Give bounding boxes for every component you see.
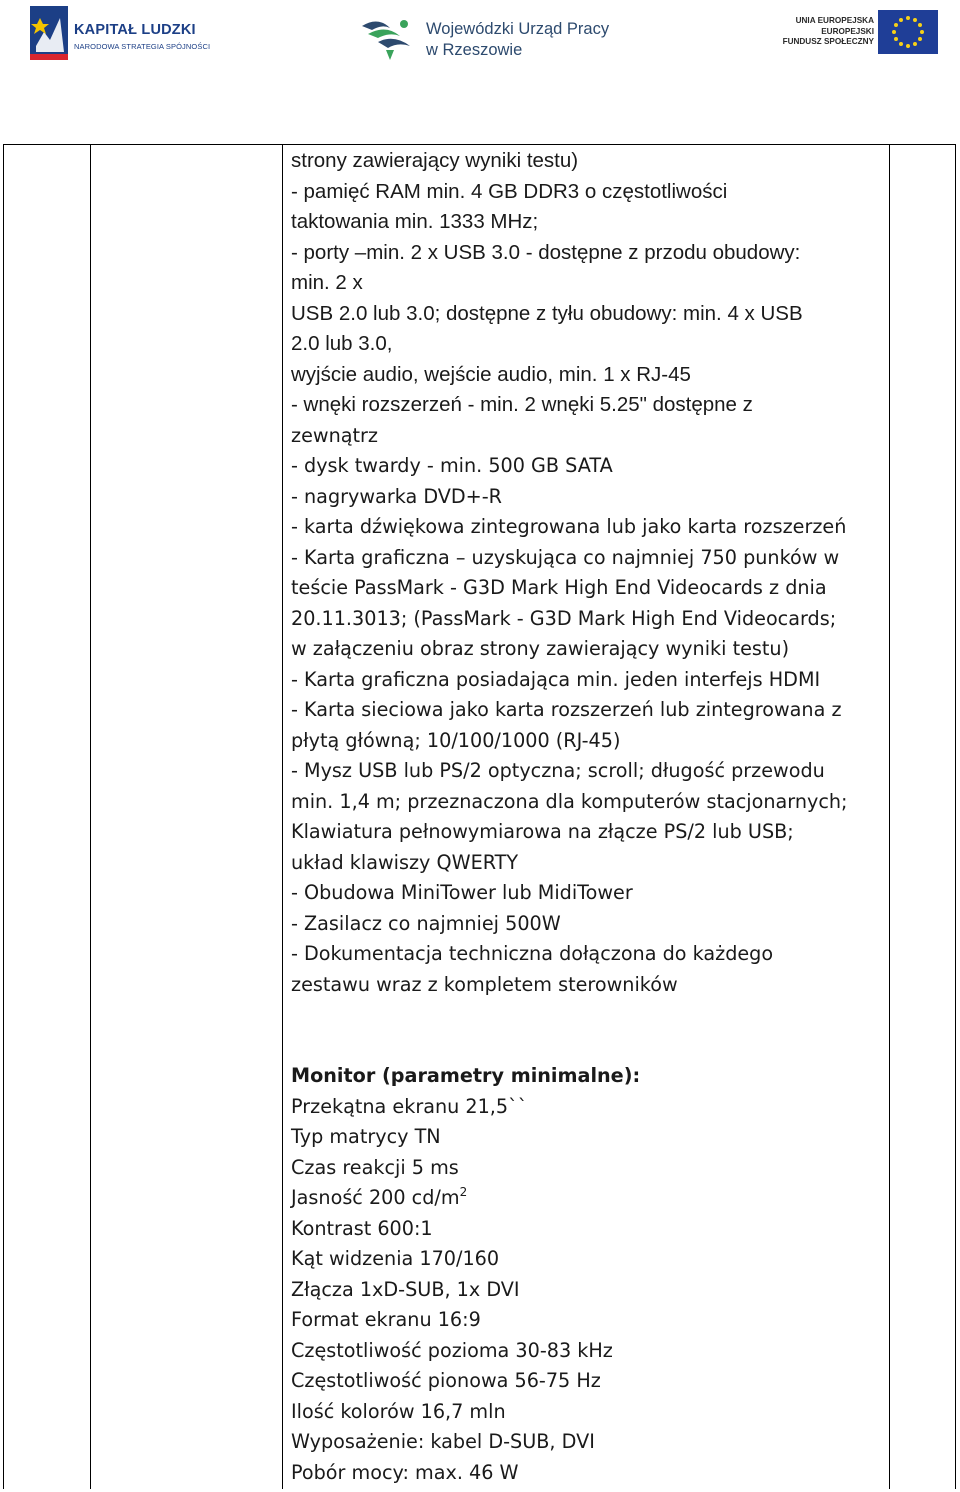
spec-line: strony zawierający wyniki testu) <box>291 149 579 172</box>
spec-line: - Obudowa MiniTower lub MidiTower <box>291 881 633 904</box>
spec-line: - Karta graficzna – uzyskująca co najmniej 750 punków w <box>291 545 840 569</box>
spec-line: - Dokumentacja techniczna dołączona do każdego <box>291 942 774 965</box>
spec-line: - Mysz USB lub PS/2 optyczna; scroll; długość przewodu <box>291 759 825 782</box>
spec-line: - wnęki rozszerzeń - min. 2 wnęki 5.25" dostępne z <box>291 393 753 416</box>
spec-line: układ klawiszy QWERTY <box>291 850 519 874</box>
eu-text-line2: EUROPEJSKI <box>821 26 874 36</box>
monitor-viewing-angle: Kąt widzenia 170/160 <box>291 1247 500 1270</box>
monitor-power: Pobór mocy: max. 46 W <box>291 1460 519 1484</box>
spec-line: - pamięć RAM min. 4 GB DDR3 o częstotliwości <box>291 179 728 203</box>
spec-line: min. 1,4 m; przeznaczona dla komputerów stacjonarnych; <box>291 789 848 813</box>
spec-line: w załączeniu obraz strony zawierający wyniki testu) <box>291 637 790 660</box>
monitor-brightness <box>291 1183 885 1214</box>
monitor-format: Format ekranu 16:9 <box>291 1308 481 1331</box>
specification-cell <box>291 146 885 1488</box>
monitor-response-time: Czas reakcji 5 ms <box>291 1155 459 1179</box>
eu-fund-text <box>783 16 874 48</box>
kapital-ludzki-emblem-icon <box>30 6 68 60</box>
table-column-divider <box>282 144 283 1489</box>
eu-text-line3: FUNDUSZ SPOŁECZNY <box>782 37 874 46</box>
kapital-ludzki-subtitle: NARODOWA STRATEGIA SPÓJNOŚCI <box>74 42 211 51</box>
spec-line: teście PassMark - G3D Mark High End Videocards z dnia <box>291 576 827 599</box>
spec-line: Klawiatura pełnowymiarowa na złącze PS/2 lub USB; <box>291 820 794 843</box>
monitor-connectors: Złącza 1xD-SUB, 1x DVI <box>291 1277 520 1301</box>
monitor-contrast: Kontrast 600:1 <box>291 1216 433 1240</box>
monitor-horizontal-frequency: Częstotliwość pozioma 30-83 kHz <box>291 1338 613 1362</box>
spec-line: wyjście audio, wejście audio, min. 1 x RJ-45 <box>291 362 691 386</box>
monitor-colors: Ilość kolorów 16,7 mln <box>291 1399 506 1423</box>
monitor-diagonal: Przekątna ekranu 21,5`` <box>291 1094 528 1118</box>
monitor-matrix: Typ matrycy TN <box>291 1125 441 1148</box>
monitor-brightness-text: Jasność 200 cd/m <box>291 1186 460 1209</box>
wup-name-line1: Wojewódzki Urząd Pracy <box>426 20 610 38</box>
wup-name-line2: w Rzeszowie <box>426 41 523 59</box>
spec-line: - Zasilacz co najmniej 500W <box>291 911 561 935</box>
spec-line: taktowania min. 1333 MHz; <box>291 210 539 233</box>
kapital-ludzki-logo <box>30 6 211 62</box>
spec-line: zewnątrz <box>291 423 378 447</box>
spec-line: - karta dźwiękowa zintegrowana lub jako karta rozszerzeń <box>291 515 847 538</box>
monitor-vertical-frequency: Częstotliwość pionowa 56-75 Hz <box>291 1369 601 1392</box>
wup-rzeszow-logo <box>360 8 630 64</box>
spec-line: - nagrywarka DVD+-R <box>291 484 503 508</box>
spec-line: 20.11.3013; (PassMark - G3D Mark High End Videocards; <box>291 606 837 630</box>
spec-line: - Karta sieciowa jako karta rozszerzeń lub zintegrowana z <box>291 698 842 721</box>
spec-line: zestawu wraz z kompletem sterowników <box>291 972 678 996</box>
monitor-heading-text: Monitor (parametry minimalne): <box>291 1064 641 1087</box>
spec-line: - dysk twardy - min. 500 GB SATA <box>291 454 613 477</box>
spec-line: USB 2.0 lub 3.0; dostępne z tyłu obudowy: min. 4 x USB <box>291 301 803 325</box>
eu-social-fund-logo <box>783 10 938 56</box>
spec-line: - Karta graficzna posiadająca min. jeden interfejs HDMI <box>291 667 821 691</box>
table-column-divider <box>90 144 91 1489</box>
monitor-heading <box>291 1061 885 1092</box>
eu-text-line1: UNIA EUROPEJSKA <box>795 16 874 25</box>
kapital-ludzki-title: KAPITAŁ LUDZKI <box>74 22 196 38</box>
spec-line: min. 2 x <box>291 271 363 294</box>
table-column-divider <box>889 144 890 1489</box>
wup-bird-emblem-icon <box>360 12 418 62</box>
spec-line: płytą główną; 10/100/1000 (RJ-45) <box>291 728 621 752</box>
paragraph-gap <box>291 1000 885 1061</box>
spec-line: 2.0 lub 3.0, <box>291 332 393 355</box>
spec-line: - porty –min. 2 x USB 3.0 - dostępne z przodu obudowy: <box>291 240 801 264</box>
eu-flag-icon <box>878 10 938 54</box>
monitor-brightness-exponent: 2 <box>459 1185 468 1199</box>
monitor-equipment: Wyposażenie: kabel D-SUB, DVI <box>291 1430 595 1453</box>
